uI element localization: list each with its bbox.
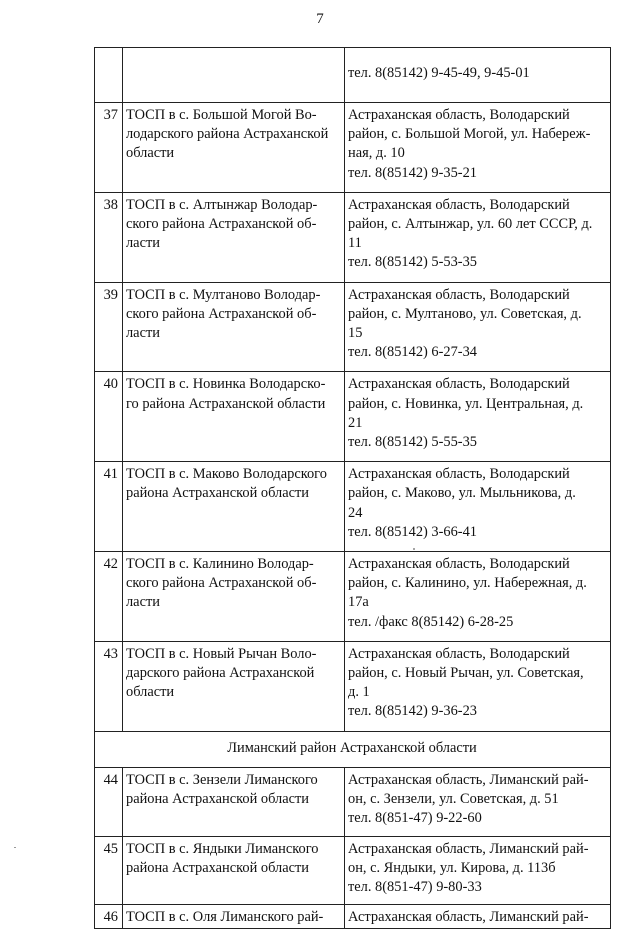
- office-address: [345, 462, 611, 552]
- phone-line: тел. 8(85142) 5-55-35: [348, 434, 477, 451]
- office-address: [345, 192, 611, 282]
- address-line: Астраханская область, Володарский: [348, 196, 570, 213]
- name-line: ласти: [126, 325, 160, 342]
- name-line: ского района Астраханской об-: [126, 575, 317, 592]
- row-number: 41: [95, 462, 123, 552]
- address-line: Астраханская область, Лиманский рай-: [348, 909, 589, 926]
- name-line: ТОСП в с. Калинино Володар-: [126, 556, 314, 573]
- office-address: [345, 48, 611, 103]
- address-line: Астраханская область, Володарский: [348, 107, 570, 123]
- name-line: ТОСП в с. Большой Могой Во-: [126, 107, 317, 123]
- name-line: ласти: [126, 594, 160, 611]
- office-name: [123, 372, 345, 462]
- page-number: 7: [316, 11, 324, 27]
- office-address: [345, 767, 611, 836]
- office-name: [123, 552, 345, 642]
- phone-line: тел. 8(85142) 9-36-23: [348, 703, 477, 720]
- row-number: 46: [95, 905, 123, 929]
- section-header-row: [95, 731, 611, 767]
- name-line: ТОСП в с. Новый Рычан Воло-: [126, 645, 317, 662]
- name-line: дарского района Астраханской: [126, 665, 315, 682]
- office-name: [123, 905, 345, 929]
- row-number: 40: [95, 372, 123, 462]
- office-address: [345, 905, 611, 929]
- office-name: [123, 641, 345, 731]
- address-line: Астраханская область, Володарский: [348, 645, 570, 662]
- address-line: он, с. Зензели, ул. Советская, д. 51: [348, 791, 559, 808]
- address-line: Астраханская область, Лиманский рай-: [348, 840, 589, 857]
- table-row: [95, 905, 611, 929]
- office-address: [345, 282, 611, 372]
- address-line: район, с. Новинка, ул. Центральная, д.: [348, 395, 584, 412]
- office-name: [123, 48, 345, 103]
- name-line: района Астраханской области: [126, 791, 309, 808]
- office-name: [123, 192, 345, 282]
- office-name: [123, 462, 345, 552]
- row-number: 45: [95, 836, 123, 905]
- address-line: район, с. Маково, ул. Мыльникова, д.: [348, 485, 576, 502]
- name-line: ТОСП в с. Оля Лиманского рай-: [126, 909, 324, 926]
- phone-line: тел. 8(851-47) 9-22-60: [348, 810, 482, 827]
- phone-line: тел. 8(85142) 5-53-35: [348, 254, 477, 271]
- name-line: области: [126, 145, 175, 162]
- section-title: Лиманский район Астраханской области: [95, 731, 611, 767]
- address-line: 11: [348, 235, 362, 252]
- address-line: д. 1: [348, 684, 370, 701]
- name-line: ского района Астраханской об-: [126, 216, 317, 233]
- phone-line: тел. /факс 8(85142) 6-28-25: [348, 613, 514, 630]
- address-line: 15: [348, 325, 363, 342]
- name-line: района Астраханской области: [126, 859, 309, 876]
- registry-table: [94, 47, 611, 929]
- name-line: района Астраханской области: [126, 485, 309, 502]
- address-line: район, с. Большой Могой, ул. Набереж-: [348, 126, 591, 143]
- office-name: [123, 282, 345, 372]
- table-row: [95, 372, 611, 462]
- address-line: Астраханская область, Лиманский рай-: [348, 771, 589, 788]
- address-line: район, с. Новый Рычан, ул. Советская,: [348, 665, 584, 682]
- office-address: [345, 836, 611, 905]
- address-line: Астраханская область, Володарский: [348, 286, 570, 303]
- name-line: ТОСП в с. Маково Володарского: [126, 466, 327, 483]
- address-line: ная, д. 10: [348, 145, 405, 162]
- name-line: области: [126, 684, 175, 701]
- office-address: [345, 552, 611, 642]
- address-line: он, с. Яндыки, ул. Кирова, д. 113б: [348, 859, 556, 876]
- margin-mark: [14, 847, 16, 848]
- name-line: ТОСП в с. Яндыки Лиманского: [126, 840, 319, 857]
- phone-line: тел. 8(85142) 3-66-41: [348, 523, 477, 540]
- office-name: [123, 103, 345, 193]
- phone-line: тел. 8(85142) 6-27-34: [348, 344, 477, 361]
- phone-line: тел. 8(851-47) 9-80-33: [348, 878, 482, 895]
- name-line: ского района Астраханской об-: [126, 305, 317, 322]
- office-address: [345, 372, 611, 462]
- table-row: [95, 282, 611, 372]
- row-number: 37: [95, 103, 123, 193]
- row-number: 43: [95, 641, 123, 731]
- table-row: [95, 767, 611, 836]
- phone-line: тел. 8(85142) 9-35-21: [348, 164, 477, 181]
- address-line: 24: [348, 504, 363, 521]
- address-line: Астраханская область, Володарский: [348, 556, 570, 573]
- office-address: [345, 103, 611, 193]
- address-line: тел. 8(85142) 9-45-49, 9-45-01: [348, 65, 530, 81]
- table-row-continuation: [95, 48, 611, 103]
- table-row: [95, 552, 611, 642]
- table-row: [95, 836, 611, 905]
- row-number: 39: [95, 282, 123, 372]
- table-row: [95, 192, 611, 282]
- address-line: район, с. Мултаново, ул. Советская, д.: [348, 305, 582, 322]
- row-number: [95, 48, 123, 103]
- name-line: лодарского района Астраханской: [126, 126, 329, 143]
- address-line: район, с. Калинино, ул. Набережная, д.: [348, 575, 587, 592]
- address-line: район, с. Алтынжар, ул. 60 лет СССР, д.: [348, 216, 593, 233]
- name-line: ТОСП в с. Мултаново Володар-: [126, 286, 321, 303]
- address-line: 21: [348, 414, 363, 431]
- row-number: 44: [95, 767, 123, 836]
- name-line: ТОСП в с. Алтынжар Володар-: [126, 196, 318, 213]
- address-line: Астраханская область, Володарский: [348, 466, 570, 483]
- address-line: Астраханская область, Володарский: [348, 376, 570, 393]
- table-row: [95, 462, 611, 552]
- office-address: [345, 641, 611, 731]
- name-line: ласти: [126, 235, 160, 252]
- row-number: 38: [95, 192, 123, 282]
- name-line: ТОСП в с. Зензели Лиманского: [126, 771, 318, 788]
- scan-speck: [413, 548, 415, 550]
- name-line: го района Астраханской области: [126, 395, 326, 412]
- table-row: [95, 103, 611, 193]
- row-number: 42: [95, 552, 123, 642]
- table-row: [95, 641, 611, 731]
- office-name: [123, 836, 345, 905]
- name-line: ТОСП в с. Новинка Володарско-: [126, 376, 326, 393]
- office-name: [123, 767, 345, 836]
- address-line: 17а: [348, 594, 369, 611]
